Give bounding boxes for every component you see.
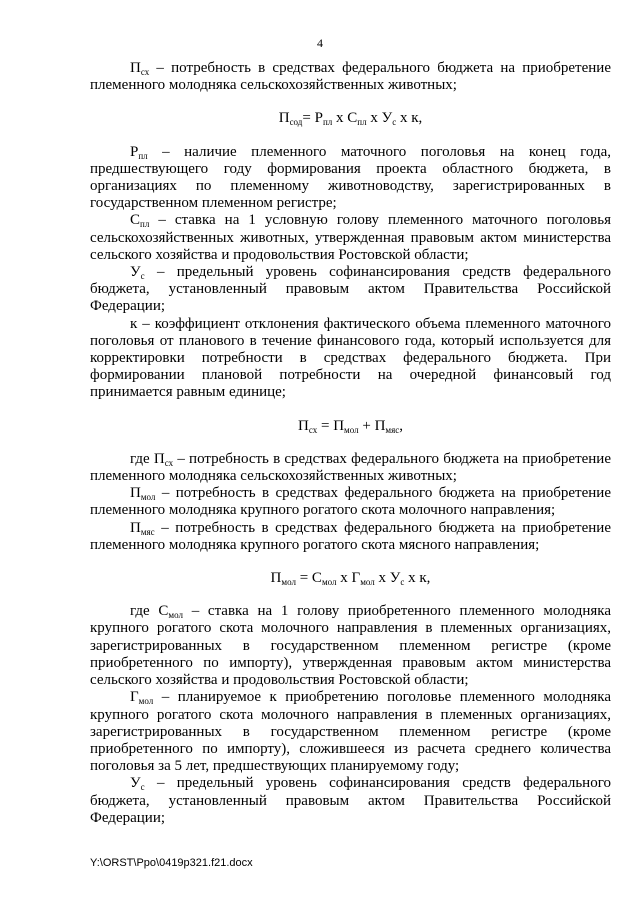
variable-subscript: мол bbox=[138, 696, 154, 707]
formula bbox=[90, 570, 611, 587]
formula-subscript: с bbox=[392, 117, 397, 128]
formula-subscript: мол bbox=[281, 577, 296, 588]
variable-symbol: П bbox=[130, 60, 141, 76]
variable-symbol: Г bbox=[130, 689, 139, 706]
definition-paragraph bbox=[90, 485, 611, 519]
formula-subscript: с bbox=[400, 577, 405, 588]
definition-text: – планируемое к приобретению поголовье племенного молодняка крупного рогатого скота молочного направления в племенных организациях, зарегистрированных в государственном племенном регистре (кроме приобретенного по импорту), сложившееся из расчета среднего количества поголовья за 5 лет, предшествующих планируемому году; bbox=[90, 689, 611, 775]
formula-text: х У bbox=[374, 570, 401, 587]
variable-symbol: где С bbox=[130, 603, 169, 620]
definition-paragraph bbox=[90, 264, 611, 316]
formula-text: П bbox=[270, 570, 282, 587]
variable-subscript: пл bbox=[138, 150, 148, 161]
formula bbox=[90, 418, 611, 435]
variable-subscript: мол bbox=[168, 610, 183, 621]
definition-text: – наличие племенного маточного поголовья на конец года, предшествующего году формирования проекта областного бюджета, в организациях по племенному животноводству, зарегистрированных в государственном племенном регистре; bbox=[90, 143, 611, 212]
formula-text: + П bbox=[358, 417, 386, 434]
definition-text: – потребность в средствах федерального бюджета на приобретение племенного молодняка крупного рогатого скота молочного направления; bbox=[90, 485, 611, 519]
definition-paragraph bbox=[90, 689, 611, 775]
variable-symbol: П bbox=[130, 485, 141, 502]
definition-paragraph bbox=[90, 60, 611, 94]
definition-text: – потребность в средствах федерального бюджета на приобретение племенного молодняка крупного рогатого скота мясного направления; bbox=[90, 519, 611, 553]
variable-subscript: пл bbox=[140, 219, 150, 230]
definition-paragraph bbox=[90, 775, 611, 827]
formula-text: П bbox=[298, 417, 309, 434]
definition-text: – предельный уровень софинансирования средств федерального бюджета, установленный правовым актом Правительства Российской Федерации; bbox=[90, 264, 611, 315]
formula-subscript: мол bbox=[321, 577, 337, 588]
formula-text: = П bbox=[317, 417, 345, 434]
variable-symbol: У bbox=[130, 775, 141, 792]
formula-text: х к, bbox=[396, 110, 423, 127]
formula-text: х к, bbox=[404, 570, 431, 587]
formula-subscript: мяс bbox=[385, 424, 400, 435]
variable-subscript: мол bbox=[140, 492, 156, 503]
variable-subscript: с bbox=[140, 782, 145, 793]
definition-text: – предельный уровень софинансирования средств федерального бюджета, установленный правовым актом Правительства Российской Федерации; bbox=[90, 775, 611, 826]
variable-symbol: где П bbox=[130, 450, 165, 467]
definition-paragraph bbox=[90, 316, 611, 402]
formula-subscript: мол bbox=[344, 424, 359, 435]
definition-text: – ставка на 1 условную голову племенного маточного поголовья сельскохозяйственных животных, утвержденная правовым актом министерства сельского хозяйства и продовольствия Ростовской области; bbox=[90, 212, 611, 263]
formula-text: х У bbox=[366, 110, 393, 127]
formula-text: = С bbox=[295, 570, 322, 587]
formula-subscript: пл bbox=[357, 117, 367, 128]
definition-text: – потребность в средствах федерального бюджета на приобретение племенного молодняка сельскохозяйственных животных; bbox=[90, 60, 611, 94]
variable-symbol: П bbox=[130, 519, 141, 536]
variable-subscript: с bbox=[140, 271, 145, 282]
formula-subscript: сод bbox=[289, 117, 303, 128]
variable-symbol: Р bbox=[130, 143, 139, 160]
formula-text: х Г bbox=[336, 570, 361, 587]
variable-subscript: мяс bbox=[140, 526, 155, 537]
definition-text: – ставка на 1 голову приобретенного племенного молодняка крупного рогатого скота молочного направления в племенных организациях, зарегистрированных в государственном племенном регистре (кроме приобретенного по импорту), утвержденная правовым актом министерства сельского хозяйства и продовольствия Ростовской области; bbox=[90, 603, 611, 689]
formula-subscript: мол bbox=[360, 577, 375, 588]
definition-paragraph bbox=[90, 212, 611, 264]
variable-symbol: У bbox=[130, 264, 141, 281]
definition-paragraph bbox=[90, 144, 611, 213]
definition-text: – потребность в средствах федерального бюджета на приобретение племенного молодняка сельскохозяйственных животных; bbox=[90, 450, 611, 485]
document-body bbox=[90, 60, 611, 827]
definition-paragraph bbox=[90, 603, 611, 689]
formula-text: = Р bbox=[302, 110, 323, 127]
formula-text: П bbox=[278, 110, 290, 127]
definition-paragraph bbox=[90, 520, 611, 554]
variable-symbol: С bbox=[130, 212, 141, 229]
variable-subscript: сх bbox=[164, 457, 174, 468]
formula-subscript: сх bbox=[308, 424, 318, 435]
formula-text: х С bbox=[332, 110, 358, 127]
formula-text: , bbox=[399, 417, 403, 434]
variable-subscript: сх bbox=[140, 67, 150, 77]
page-number: 4 bbox=[317, 36, 323, 50]
footer-file-path: Y:\ORST\Ppo\0419p321.f21.docx bbox=[90, 857, 253, 869]
definition-paragraph bbox=[90, 451, 611, 485]
formula bbox=[90, 110, 611, 127]
formula-subscript: пл bbox=[322, 117, 333, 128]
definition-text: к – коэффициент отклонения фактического объема племенного маточного поголовья от планового в течение финансового года, который используется для корректировки потребности в средствах федерального бюджета. При формировании плановой потребности на очередной финансовый год принимается равным единице; bbox=[90, 315, 611, 401]
